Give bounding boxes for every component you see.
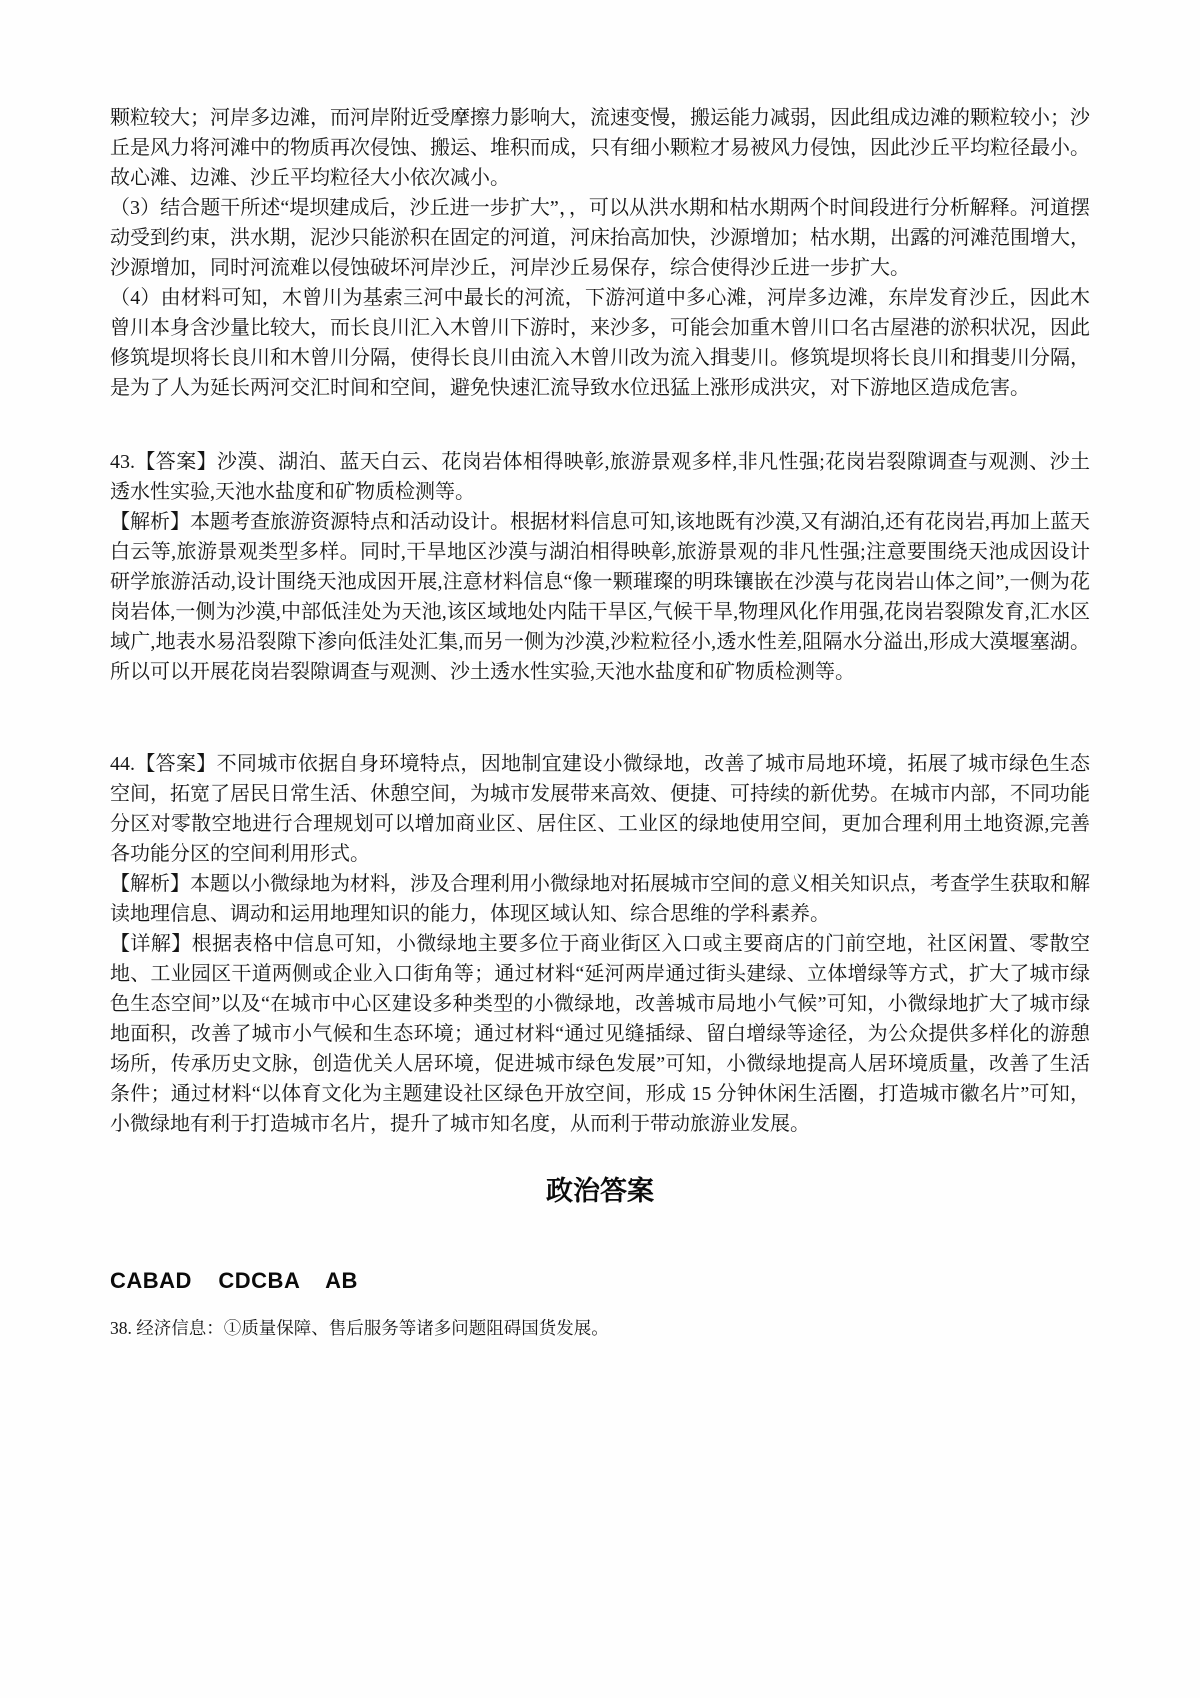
paragraph-geo42-part3: （3）结合题干所述“堤坝建成后，沙丘进一步扩大”，，可以从洪水期和枯水期两个时间段进行分析解释。河道摆动受到约束，洪水期，泥沙只能淤积在固定的河道，河床抬高加快，沙源增加；枯水期，出露的河滩范围增大，沙源增加，同时河流难以侵蚀破坏河岸沙丘，河岸沙丘易保存，综合使得沙丘进一步扩大。 [110, 197, 1090, 279]
paragraph-geo43-analysis: 【解析】本题考查旅游资源特点和活动设计。根据材料信息可知,该地既有沙漠,又有湖泊,还有花岗岩,再加上蓝天白云等,旅游景观类型多样。同时,干旱地区沙漠与湖泊相得映彰,旅游景观的非凡性强;注意要围绕天池成因设计研学旅游活动,设计围绕天池成因开展,注意材料信息“像一颗璀璨的明珠镶嵌在沙漠与花岗岩山体之间”,一侧为花岗岩体,一侧为沙漠,中部低洼处为天池,该区域地处内陆干旱区,气候干旱,物理风化作用强,花岗岩裂隙发育,汇水区域广,地表水易沿裂隙下渗向低洼处汇集,而另一侧为沙漠,沙粒粒径小,透水性差,阻隔水分溢出,形成大漠堰塞湖。所以可以开展花岗岩裂隙调查与观测、沙土透水性实验,天池水盐度和矿物质检测等。 [110, 511, 1090, 683]
politics-multiple-choice-answers: CABAD CDCBA AB [110, 1268, 358, 1293]
paragraph-geo42-continued: 颗粒较大；河岸多边滩，而河岸附近受摩擦力影响大，流速变慢，搬运能力减弱，因此组成边滩的颗粒较小；沙丘是风力将河滩中的物质再次侵蚀、搬运、堆积而成，只有细小颗粒才易被风力侵蚀，因此沙丘平均粒径最小。故心滩、边滩、沙丘平均粒径大小依次减小。 [110, 107, 1090, 189]
paragraph-geo44-detail: 【详解】根据表格中信息可知，小微绿地主要多位于商业街区入口或主要商店的门前空地，社区闲置、零散空地、工业园区干道两侧或企业入口街角等；通过材料“延河两岸通过街头建绿、立体增绿等方式，扩大了城市绿色生态空间”以及“在城市中心区建设多种类型的小微绿地，改善城市局地小气候”可知，小微绿地扩大了城市绿地面积，改善了城市小气候和生态环境；通过材料“通过见缝插绿、留白增绿等途径，为公众提供多样化的游憩场所，传承历史文脉，创造优关人居环境，促进城市绿色发展”可知，小微绿地提高人居环境质量，改善了生活条件；通过材料“以体育文化为主题建设社区绿色开放空间，形成 15 分钟休闲生活圈，打造城市徽名片”可知，小微绿地有利于打造城市名片，提升了城市知名度，从而利于带动旅游业发展。 [110, 933, 1090, 1135]
politics-question-38-answer: 38. 经济信息：①质量保障、售后服务等诸多问题阻碍国货发展。 [110, 1318, 609, 1338]
paragraph-geo42-part4: （4）由材料可知，木曾川为基索三河中最长的河流，下游河道中多心滩，河岸多边滩，东岸发育沙丘，因此木曾川本身含沙量比较大，而长良川汇入木曾川下游时，来沙多，可能会加重木曾川口名古屋港的淤积状况，因此修筑堤坝将长良川和木曾川分隔，使得长良川由流入木曾川改为流入揖斐川。修筑堤坝将长良川和揖斐川分隔，是为了人为延长两河交汇时间和空间，避免快速汇流导致水位迅猛上涨形成洪灾，对下游地区造成危害。 [110, 287, 1090, 399]
paragraph-geo43-answer: 43.【答案】沙漠、湖泊、蓝天白云、花岗岩体相得映彰,旅游景观多样,非凡性强;花岗岩裂隙调查与观测、沙土透水性实验,天池水盐度和矿物质检测等。 [110, 451, 1090, 503]
politics-section-heading: 政治答案 [546, 1176, 654, 1206]
paragraph-geo44-analysis: 【解析】本题以小微绿地为材料，涉及合理利用小微绿地对拓展城市空间的意义相关知识点，考查学生获取和解读地理信息、调动和运用地理知识的能力，体现区域认知、综合思维的学科素养。 [110, 873, 1090, 925]
paragraph-geo44-answer: 44.【答案】不同城市依据自身环境特点，因地制宜建设小微绿地，改善了城市局地环境，拓展了城市绿色生态空间，拓宽了居民日常生活、休憩空间，为城市发展带来高效、便捷、可持续的新优势。在城市内部，不同功能分区对零散空地进行合理规划可以增加商业区、居住区、工业区的绿地使用空间，更加合理利用土地资源,完善各功能分区的空间利用形式。 [110, 753, 1090, 865]
